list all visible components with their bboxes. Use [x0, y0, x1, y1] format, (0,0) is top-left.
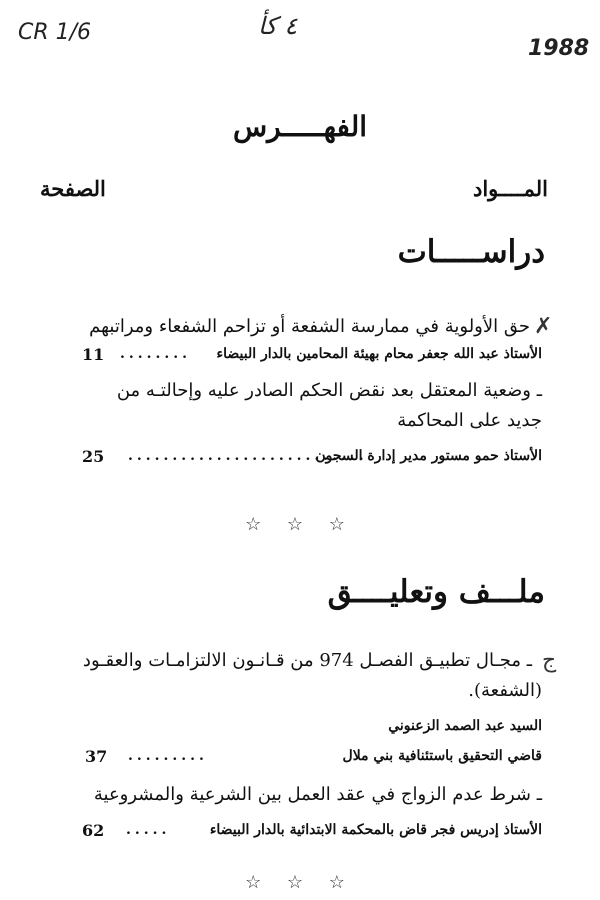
section-heading-file-commentary: ملـــف وتعليــــق [327, 574, 545, 610]
page-number: 37 [85, 747, 108, 766]
page-number: 11 [82, 345, 105, 364]
star-icon: ☆ ☆ ☆ [245, 514, 355, 535]
entry-title-continued: جديد على المحاكمة [397, 410, 542, 431]
entry-author: الأستاذ إدريس فجر قاض بالمحكمة الابتدائية بالدار البيضاء [209, 822, 542, 838]
column-header-subjects: المــــواد [472, 176, 548, 201]
page-number: 25 [82, 447, 105, 466]
entry-title: ـ شرط عدم الزواج في عقد العمل بين الشرعية والمشروعية [93, 784, 542, 805]
handwritten-note-left: CR 1/6 [18, 20, 92, 45]
leader-dots: ..... [126, 822, 171, 838]
entry-author: الأستاذ حمو مستور مدير إدارة السجون [315, 448, 542, 464]
handwritten-year: 1988 [528, 36, 590, 61]
section-heading-studies: دراســـــات [397, 234, 545, 270]
column-header-page: الصفحة [40, 176, 106, 201]
page-number: 62 [82, 821, 105, 840]
leader-dots: ......... [128, 748, 208, 764]
entry-title-continued: (الشفعة). [468, 680, 542, 701]
entry-title: ـ مجـال تطبيـق الفصـل 974 من قـانـون الالتزامـات والعقـود [82, 650, 532, 671]
check-mark-icon: ✗ [534, 314, 553, 339]
star-icon: ☆ ☆ ☆ [245, 872, 355, 893]
entry-author: السيد عبد الصمد الزعنوني [388, 718, 542, 734]
leader-dots: ........ [120, 346, 191, 362]
entry-title: حق الأولوية في ممارسة الشفعة أو تزاحم الشفعاء ومراتبهم [89, 316, 530, 337]
entry-author-role: قاضي التحقيق باستئنافية بني ملال [342, 748, 542, 764]
entry-title: ـ وضعية المعتقل بعد نقض الحكم الصادر عليه وإحالتـه من [116, 380, 542, 401]
entry-author: الأستاذ عبد الله جعفر محام بهيئة المحامين بالدار البيضاء [216, 346, 542, 362]
check-mark-icon: ج [542, 648, 557, 673]
handwritten-note-center: ٤ كأ [258, 12, 298, 40]
page-title: الفهـــــرس [232, 110, 368, 143]
leader-dots: ........................... [128, 448, 368, 464]
